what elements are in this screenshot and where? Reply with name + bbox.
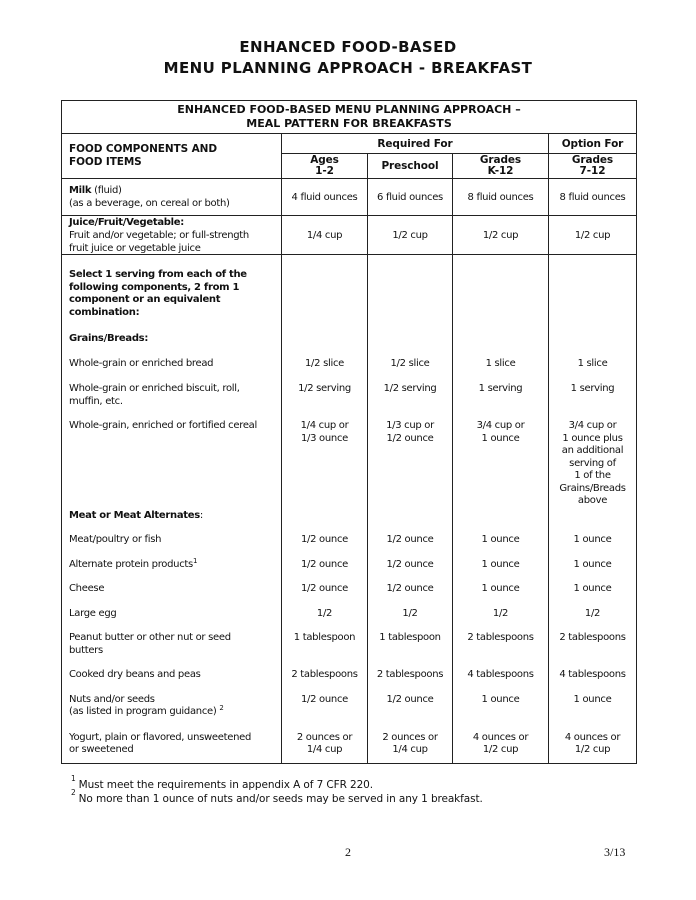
value-cell [549, 255, 636, 319]
title-line-2: MENU PLANNING APPROACH - BREAKFAST [163, 59, 533, 77]
value-cell: 2 ounces or 1/4 cup [368, 719, 453, 764]
value-cell: 6 fluid ounces [368, 179, 453, 215]
value-cell [549, 508, 636, 523]
section-row-3 [62, 370, 636, 408]
value-cell: 3/4 cup or 1 ounce plus an additional serving of 1 of the Grains/Breads above [559, 420, 626, 506]
value-cell [549, 319, 636, 346]
value-cell: 1/2 ounce [368, 571, 453, 596]
value-cell: 1/4 cup [282, 216, 368, 254]
section-body [62, 255, 636, 763]
value-cell [453, 508, 549, 523]
section-row-0 [62, 255, 636, 319]
value-cell: 1/2 [584, 607, 601, 619]
value-cell: 4 tablespoons [559, 669, 626, 680]
value-cell: 1 tablespoon [368, 620, 453, 657]
value-cell [453, 255, 549, 319]
value-cell [368, 508, 453, 523]
table-caption [62, 101, 636, 134]
footnote-1: $^1$Must meet the requirements in appendix A of 7 CFR 220. [71, 774, 373, 791]
value-cell: 1 serving [570, 383, 615, 394]
value-cell [282, 319, 368, 346]
value-cell: 2 tablespoons [282, 657, 368, 682]
value-cell: 1/2 slice [368, 346, 453, 371]
row-label: Peanut butter or other nut or seed butters [62, 620, 282, 657]
row-label: Whole-grain, enriched or fortified cereal [62, 408, 282, 508]
juice-row [62, 216, 636, 255]
section-row-7 [62, 547, 636, 572]
section-row-12 [62, 682, 636, 719]
value-cell: 1 ounce [453, 547, 549, 572]
value-cell: 1/2 ounce [282, 682, 368, 719]
section-row-13 [62, 719, 636, 764]
value-cell: 2 tablespoons [559, 632, 626, 643]
row-label: Yogurt, plain or flavored, unsweetened or sweetened [62, 719, 282, 764]
col-header-preschool: Preschool [368, 154, 453, 178]
meal-pattern-table [61, 100, 637, 764]
milk-row [62, 179, 636, 216]
header-group-row [282, 134, 636, 154]
row-label: Milk (fluid) (as a beverage, on cereal or both) [62, 179, 282, 215]
value-cell [282, 508, 368, 523]
value-cell: 1 slice [577, 357, 608, 369]
value-cell: 1 tablespoon [282, 620, 368, 657]
value-cell: 1/2 ounce [282, 571, 368, 596]
row-label: Nuts and/or seeds (as listed in program guidance) $^2$ [62, 682, 282, 719]
section-row-8 [62, 571, 636, 596]
value-cell: 1/2 slice [282, 346, 368, 371]
value-cell: 4 fluid ounces [282, 179, 368, 215]
value-cell: 1 ounce [573, 534, 612, 545]
row-label: Alternate protein products$^1$ [62, 547, 282, 572]
value-cell [368, 255, 453, 319]
caption-line-2: MEAL PATTERN FOR BREAKFASTS [246, 117, 452, 130]
value-cell: 1/2 [282, 596, 368, 621]
caption-line-1: ENHANCED FOOD-BASED MENU PLANNING APPROACH – [177, 103, 521, 116]
header-left-cell: FOOD COMPONENTS AND FOOD ITEMS [62, 134, 282, 178]
value-cell: 1 serving [453, 370, 549, 408]
value-cell: 3/4 cup or 1 ounce [453, 408, 549, 508]
row-label: Select 1 serving from each of the following components, 2 from 1 component or an equivalent combination: [62, 255, 282, 319]
row-label: Juice/Fruit/Vegetable: Fruit and/or vegetable; or full-strength fruit juice or vegetable juice [62, 216, 282, 254]
value-cell: 1/2 [368, 596, 453, 621]
value-cell: 1/2 ounce [368, 547, 453, 572]
row-label: Large egg [62, 596, 282, 621]
row-label: Meat or Meat Alternates: [62, 508, 282, 523]
page-title [0, 37, 696, 79]
value-cell: 1/2 serving [282, 370, 368, 408]
value-cell: 2 tablespoons [368, 657, 453, 682]
value-cell: 1/2 ounce [282, 522, 368, 547]
header-age-row [282, 154, 636, 178]
page-number: 2 [345, 845, 351, 859]
value-cell: 1 ounce [573, 693, 612, 705]
row-label: Cooked dry beans and peas [62, 657, 282, 682]
row-label: Whole-grain or enriched bread [62, 346, 282, 371]
value-cell [282, 255, 368, 319]
value-cell: 1 ounce [453, 682, 549, 719]
value-cell: 1 ounce [453, 571, 549, 596]
section-row-6 [62, 522, 636, 547]
section-row-1 [62, 319, 636, 346]
footnote-2: $^2$No more than 1 ounce of nuts and/or seeds may be served in any 1 breakfast. [71, 788, 483, 805]
value-cell: 1/2 [453, 596, 549, 621]
value-cell: 1/2 cup [453, 216, 549, 254]
value-cell: 2 ounces or 1/4 cup [282, 719, 368, 764]
row-label: Grains/Breads: [62, 319, 282, 346]
value-cell: 2 tablespoons [453, 620, 549, 657]
value-cell: 4 ounces or 1/2 cup [564, 731, 621, 755]
value-cell: 8 fluid ounces [559, 191, 626, 203]
value-cell: 1/2 serving [368, 370, 453, 408]
header-required: Required For [282, 134, 549, 153]
value-cell: 1/3 cup or 1/2 ounce [368, 408, 453, 508]
section-row-10 [62, 620, 636, 657]
value-cell: 1 ounce [573, 583, 612, 594]
value-cell: 1/2 cup [574, 229, 611, 241]
table-header [62, 134, 636, 179]
value-cell [453, 319, 549, 346]
header-option: Option For [561, 137, 624, 150]
value-cell: 8 fluid ounces [453, 179, 549, 215]
value-cell: 1 ounce [573, 558, 612, 570]
title-line-1: ENHANCED FOOD-BASED [239, 38, 457, 56]
row-label: Cheese [62, 571, 282, 596]
row-label: Whole-grain or enriched biscuit, roll, muffin, etc. [62, 370, 282, 408]
col-header-grades-712: Grades 7-12 [571, 154, 614, 177]
value-cell: 1/2 ounce [368, 522, 453, 547]
section-row-9 [62, 596, 636, 621]
section-row-2 [62, 346, 636, 371]
footnotes [71, 774, 483, 806]
col-header-grades-k12: Grades K-12 [453, 154, 549, 178]
section-row-5 [62, 508, 636, 523]
value-cell: 4 ounces or 1/2 cup [453, 719, 549, 764]
value-cell: 1/2 ounce [282, 547, 368, 572]
value-cell: 1 slice [453, 346, 549, 371]
value-cell: 1/2 ounce [368, 682, 453, 719]
col-header-ages: Ages 1-2 [282, 154, 368, 178]
header-right-block [282, 134, 636, 178]
value-cell [368, 319, 453, 346]
value-cell: 1 ounce [453, 522, 549, 547]
section-row-11 [62, 657, 636, 682]
row-label: Meat/poultry or fish [62, 522, 282, 547]
value-cell: 4 tablespoons [453, 657, 549, 682]
section-row-4 [62, 408, 636, 508]
doc-date: 3/13 [604, 845, 626, 859]
value-cell: 1/2 cup [368, 216, 453, 254]
value-cell: 1/4 cup or 1/3 ounce [282, 408, 368, 508]
